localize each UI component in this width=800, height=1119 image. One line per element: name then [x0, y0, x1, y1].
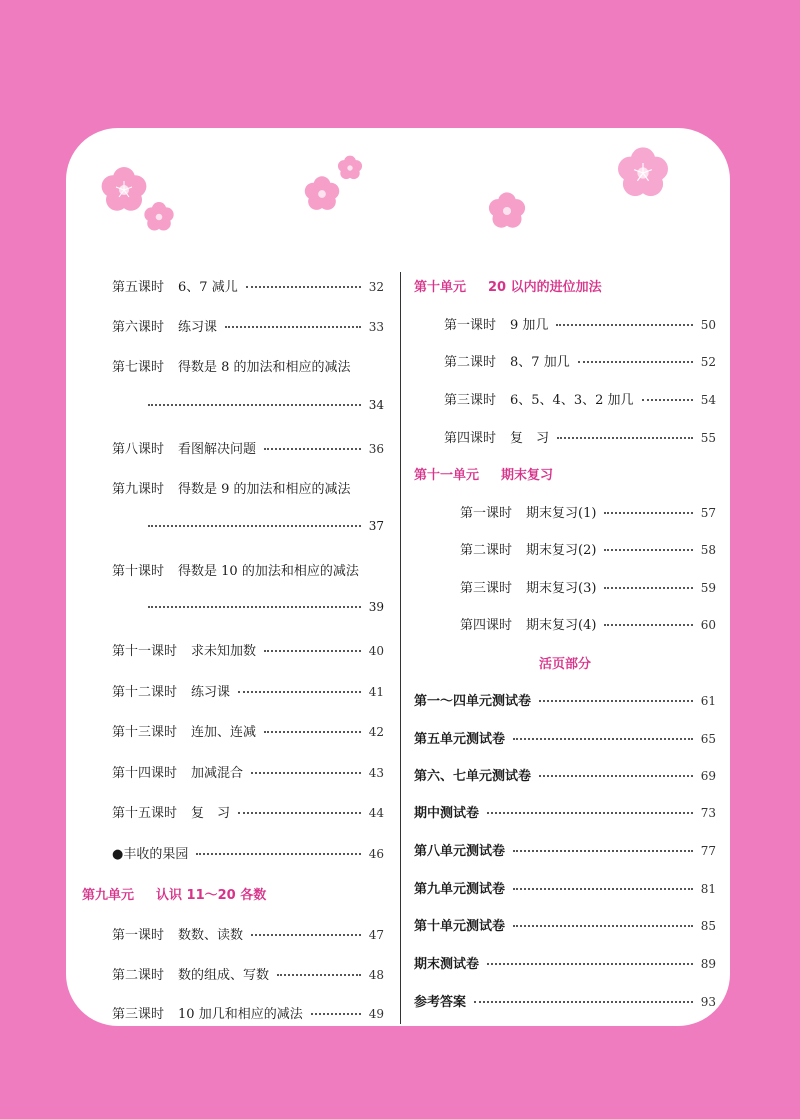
dot-leader [604, 549, 692, 551]
dot-leader [487, 963, 693, 965]
dot-leader [196, 853, 360, 855]
test-entry[interactable]: 第九单元测试卷 81 [414, 882, 716, 897]
toc-entry-continuation[interactable]: 37 [148, 519, 384, 533]
dot-leader [487, 812, 693, 814]
unit-heading: 第十一单元 期末复习 [414, 468, 554, 483]
dot-leader [277, 974, 361, 976]
test-entry[interactable]: 第十单元测试卷 85 [414, 919, 716, 934]
dot-leader [578, 361, 693, 363]
dot-leader [513, 925, 693, 927]
plum-blossom-icon [142, 200, 176, 234]
dot-leader [225, 326, 361, 328]
plum-blossom-icon [486, 190, 528, 232]
toc-entry[interactable]: 第十五课时 复 习 44 [112, 806, 384, 821]
dot-leader [513, 850, 693, 852]
toc-entry[interactable]: 第六课时 练习课 33 [112, 320, 384, 335]
toc-entry[interactable]: 第三课时 6、5、4、3、2 加几 54 [444, 393, 716, 408]
toc-entry[interactable]: 第十课时 得数是 10 的加法和相应的减法 [112, 564, 359, 579]
toc-entry[interactable]: 第二课时 数的组成、写数 48 [112, 968, 384, 983]
test-entry[interactable]: 第六、七单元测试卷 69 [414, 769, 716, 784]
dot-leader [246, 286, 361, 288]
test-entry[interactable]: 期中测试卷 73 [414, 806, 716, 821]
plum-blossom-icon [336, 154, 364, 182]
dot-leader [513, 888, 693, 890]
toc-entry[interactable]: 第十二课时 练习课 41 [112, 685, 384, 700]
toc-entry-continuation[interactable]: 34 [148, 398, 384, 412]
dot-leader [148, 606, 361, 608]
dot-leader [474, 1001, 693, 1003]
dot-leader [251, 772, 361, 774]
toc-entry[interactable]: 第十三课时 连加、连减 42 [112, 725, 384, 740]
dot-leader [604, 624, 692, 626]
dot-leader [539, 775, 693, 777]
test-entry[interactable]: 第五单元测试卷 65 [414, 732, 716, 747]
dot-leader [604, 587, 692, 589]
dot-leader [238, 691, 361, 693]
dot-leader [604, 512, 692, 514]
plum-blossom-icon [614, 144, 672, 202]
toc-entry[interactable]: 第三课时 期末复习(3) 59 [460, 581, 716, 596]
loose-leaf-heading: 活页部分 [538, 657, 591, 672]
dot-leader [311, 1013, 361, 1015]
test-entry[interactable]: 第八单元测试卷 77 [414, 844, 716, 859]
toc-entry[interactable]: 第四课时 期末复习(4) 60 [460, 618, 716, 633]
dot-leader [264, 650, 361, 652]
dot-leader [264, 448, 361, 450]
toc-entry[interactable]: 第一课时 数数、读数 47 [112, 928, 384, 943]
dot-leader [539, 700, 693, 702]
dot-leader [556, 324, 692, 326]
toc-entry[interactable]: ●丰收的果园 46 [112, 847, 384, 862]
unit-heading: 第十单元 20 以内的进位加法 [414, 280, 602, 295]
test-entry[interactable]: 第一～四单元测试卷 61 [414, 694, 716, 709]
test-entry[interactable]: 期末测试卷 89 [414, 957, 716, 972]
unit-heading: 第九单元 认识 11～20 各数 [82, 888, 267, 903]
toc-entry[interactable]: 第二课时 期末复习(2) 58 [460, 543, 716, 558]
dot-leader [513, 738, 693, 740]
dot-leader [557, 437, 693, 439]
toc-entry[interactable]: 第二课时 8、7 加几 52 [444, 355, 716, 370]
toc-entry[interactable]: 第一课时 9 加几 50 [444, 318, 716, 333]
toc-entry[interactable]: 第八课时 看图解决问题 36 [112, 442, 384, 457]
toc-entry[interactable]: 第三课时 10 加几和相应的减法 49 [112, 1007, 384, 1022]
toc-entry[interactable]: 第五课时 6、7 减儿 32 [112, 280, 384, 295]
dot-leader [251, 934, 361, 936]
dot-leader [148, 404, 361, 406]
column-divider [400, 272, 401, 1024]
toc-entry[interactable]: 第九课时 得数是 9 的加法和相应的减法 [112, 482, 351, 497]
dot-leader [642, 399, 693, 401]
toc-entry[interactable]: 第七课时 得数是 8 的加法和相应的减法 [112, 360, 351, 375]
dot-leader [148, 525, 361, 527]
toc-entry-continuation[interactable]: 39 [148, 600, 384, 614]
toc-entry[interactable]: 第四课时 复 习 55 [444, 431, 716, 446]
toc-entry[interactable]: 第十一课时 求未知加数 40 [112, 644, 384, 659]
toc-entry[interactable]: 第一课时 期末复习(1) 57 [460, 506, 716, 521]
dot-leader [264, 731, 361, 733]
test-entry[interactable]: 参考答案 93 [414, 995, 716, 1010]
dot-leader [238, 812, 361, 814]
toc-entry[interactable]: 第十四课时 加减混合 43 [112, 766, 384, 781]
